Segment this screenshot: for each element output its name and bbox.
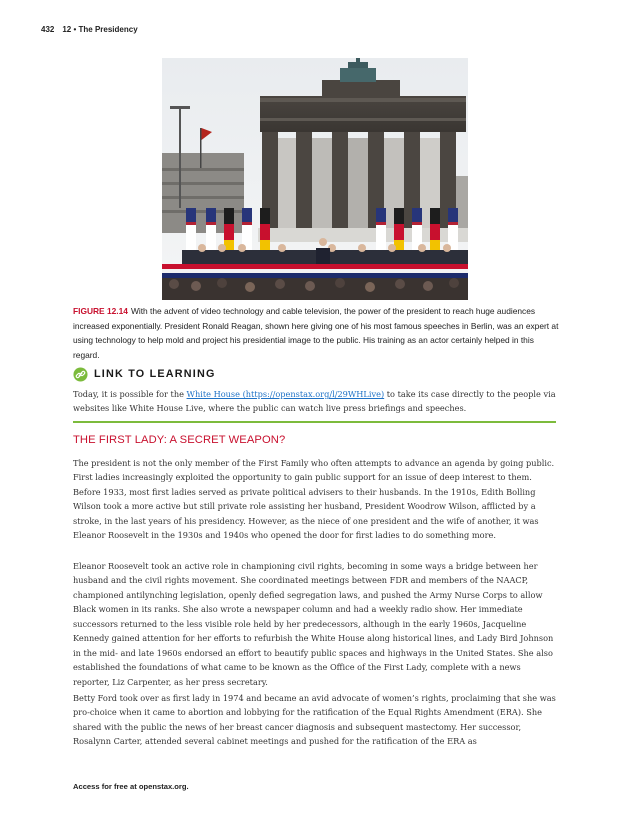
figure-photo-brandenburg-gate [162, 58, 468, 300]
link-to-learning-title: LINK TO LEARNING [94, 368, 216, 380]
body-paragraph-1: The president is not the only member of the First Family who often attempts to advance an agenda by going public. First ladies increasingly exploited the opportunity to gain public support for an issue of deep interest to them. Before 1933, most first ladies served as private political advisers to their husbands. In the 1910s, Edith Bolling Wilson took a more active but still private role assisting her husband, President Woodrow Wilson, afflicted by a stroke, in the last years of his presidency. However, as the niece of one president and the wife of another, it was Eleanor Roosevelt in the 1930s and 1940s who opened the door for first ladies to do something more. [73, 458, 555, 541]
link-text-before: Today, it is possible for the [73, 389, 187, 399]
page-footer: Access for free at openstax.org. [73, 782, 189, 791]
page-number: 432 [41, 25, 55, 34]
figure-label: FIGURE 12.14 [73, 306, 128, 316]
white-house-link[interactable]: White House (https://openstax.org/l/29WHLive) [186, 389, 385, 399]
body-paragraph-3: Betty Ford took over as first lady in 1974 and became an avid advocate of women’s rights, proclaiming that she was pro-choice when it came to abortion and lobbying for the ratification of the Equal Rights Amendment (ERA). She shared with the public the news of her breast cancer diagnosis and subsequent mastectomy. Her successor, Rosalynn Carter, attended several cabinet meetings and pushed for the ratification of the ERA as [73, 693, 556, 747]
link-to-learning-body [73, 387, 559, 416]
figure-caption [73, 304, 559, 362]
section-divider [73, 421, 556, 423]
chapter-title: 12 • The Presidency [62, 25, 138, 34]
link-to-learning-header [73, 365, 216, 383]
section-heading: THE FIRST LADY: A SECRET WEAPON? [73, 434, 286, 446]
body-paragraph-2: Eleanor Roosevelt took an active role in championing civil rights, becoming in some ways a bridge between her husband and the civil rights movement. She coordinated meetings between FDR and members of the NAACP, championed antilynching legislation, openly defied segregation laws, and pushed the Army Nurse Corps to allow Black women in its ranks. She also wrote a newspaper column and had a weekly radio show. Her immediate successors returned to the less visible role held by her predecessors, although in the early 1960s, Jacqueline Kennedy gained attention for her efforts to refurbish the White House along historical lines, and Lady Bird Johnson in the mid- and late 1960s endorsed an effort to beautify public spaces and highways in the United States. She also established the foundations of what came to be known as the Office of the First Lady, complete with a news reporter, Liz Carpenter, as her press secretary. [73, 561, 554, 687]
link-icon [73, 367, 88, 382]
figure-caption-text: With the advent of video technology and cable television, the power of the president to reach huge audiences increased exponentially. President Ronald Reagan, shown here giving one of his most famous speeches in Berlin, was an expert at using technology to help mold and project his presidential image to the public. His training as an actor certainly helped in this regard. [73, 306, 559, 360]
link-text-after: to take its case directly to the people via websites like White House Live, where the public can watch live press briefings and speeches. [73, 389, 556, 414]
running-header [41, 25, 146, 34]
